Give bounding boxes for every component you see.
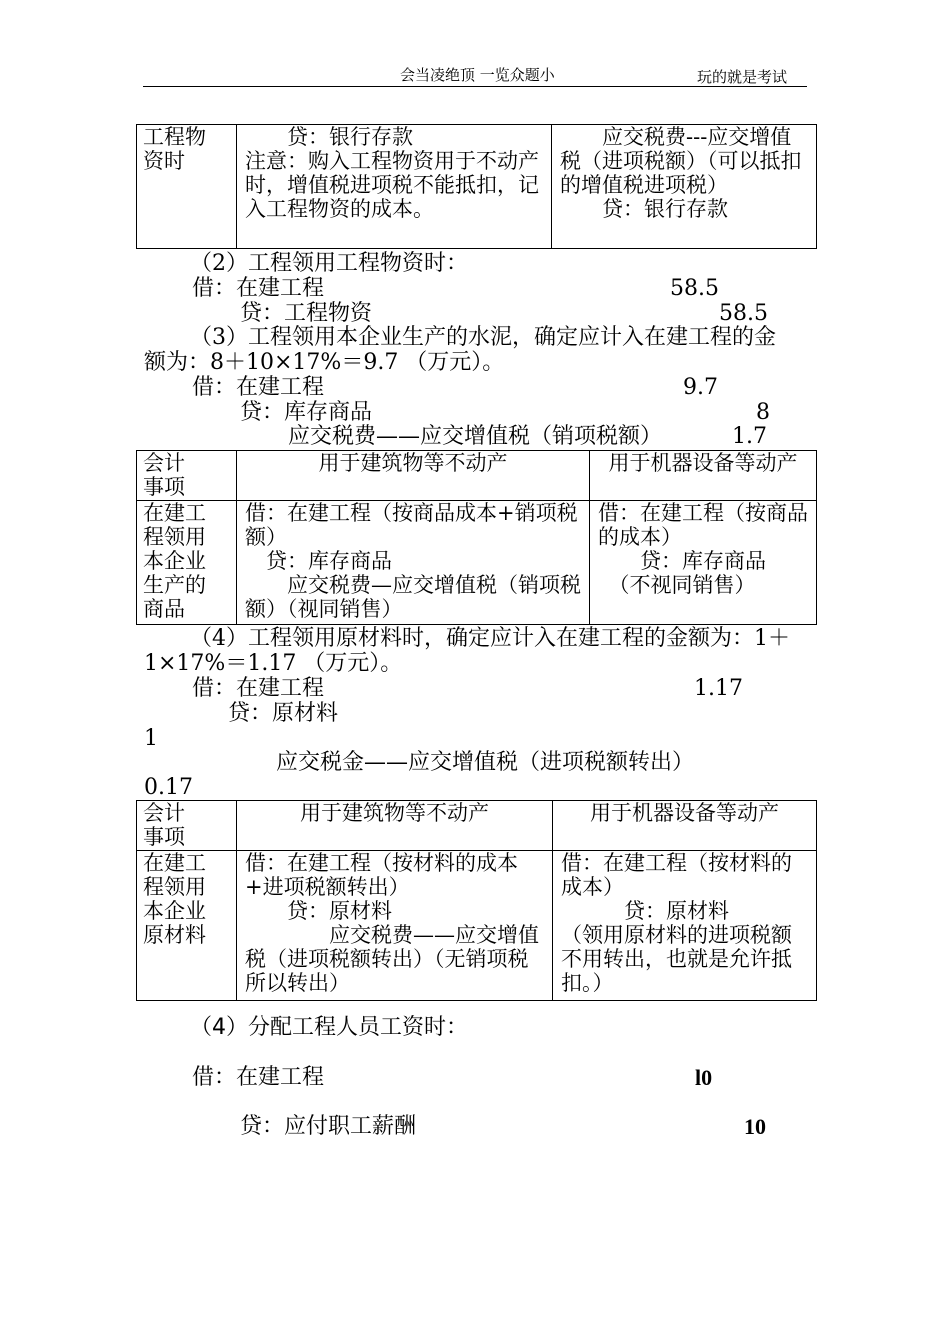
table2-output-tax: 应交税费—应交增值税（销项税额）（视同销售）	[245, 573, 581, 621]
table3-credit-materials-2: 贷：原材料	[561, 899, 729, 923]
step3-debit-label: 借：在建工程	[192, 375, 325, 400]
table3-row-item: 在建工 程领用 本企业 原材料	[137, 851, 237, 1001]
table2-movable-cell	[590, 501, 817, 625]
table3-movable-cell	[553, 851, 817, 1001]
step2-title: （2）工程领用工程物资时：	[190, 251, 468, 276]
step3-title-line1: （3）工程领用本企业生产的水泥，确定应计入在建工程的金	[190, 325, 776, 350]
step3-title-line2: 额为：8＋10×17%＝9.7 （万元）。	[144, 350, 505, 375]
step3-credit-amount: 8	[756, 400, 770, 425]
header-motto: 会当凌绝顶 一览众题小	[400, 66, 555, 84]
table2-credit-goods: 贷：库存商品	[245, 549, 392, 573]
step4-title-line1: （4）工程领用原材料时，确定应计入在建工程的金额为：1＋	[190, 626, 790, 651]
step2-debit-label: 借：在建工程	[192, 276, 325, 301]
table-goods-usage	[136, 450, 817, 625]
table3-debit-2: 借：在建工程（按材料的成本）	[561, 851, 792, 899]
table1-movable-cell	[552, 125, 817, 249]
table3-debit: 借：在建工程（按材料的成本+进项税额转出）	[245, 851, 518, 899]
step4-debit-amount: 1.17	[694, 676, 743, 701]
table1-input-tax: 应交税费---应交增值税（进项税额）（可以抵扣的增值税进项税）	[560, 125, 802, 197]
table1-credit-bank-2: 贷：银行存款	[560, 197, 728, 221]
table-material-usage	[136, 800, 817, 1001]
step3-tax-amount: 1.7	[732, 424, 767, 449]
table2-credit-goods-2: 贷：库存商品	[598, 549, 766, 573]
step2-credit-amount: 58.5	[719, 301, 768, 326]
table3-input-tax-out: 应交税费——应交增值税（进项税额转出）（无销项税所以转出）	[245, 923, 539, 995]
step5-debit-label: 借：在建工程	[192, 1065, 325, 1090]
step5-credit-label: 贷：应付职工薪酬	[240, 1114, 417, 1139]
table2-header-item: 会计 事项	[137, 451, 237, 501]
step4-credit-label: 贷：原材料	[228, 701, 339, 726]
table3-credit-materials: 贷：原材料	[245, 899, 392, 923]
table3-header-item: 会计 事项	[137, 801, 237, 851]
step5-title: （4）分配工程人员工资时：	[190, 1015, 468, 1040]
table2-note: （不视同销售）	[598, 573, 756, 597]
table3-note: （领用原材料的进项税额不用转出，也就是允许抵扣。）	[561, 923, 792, 995]
header-divider	[143, 86, 807, 87]
step4-debit-label: 借：在建工程	[192, 676, 325, 701]
table2-row-item: 在建工 程领用 本企业 生产的 商品	[137, 501, 237, 625]
step3-tax-label: 应交税费——应交增值税（销项税额）	[288, 424, 663, 449]
table2-header-movable: 用于机器设备等动产	[590, 451, 817, 501]
step2-debit-amount: 58.5	[670, 276, 719, 301]
table1-item: 工程物 资时	[137, 125, 237, 249]
header-slogan: 玩的就是考试	[697, 68, 788, 86]
table3-header-real-estate: 用于建筑物等不动产	[237, 801, 553, 851]
table3-header-movable: 用于机器设备等动产	[553, 801, 817, 851]
step2-credit-label: 贷：工程物资	[240, 301, 373, 326]
step3-debit-amount: 9.7	[683, 375, 718, 400]
table3-real-estate-cell	[237, 851, 553, 1001]
step3-credit-label: 贷：库存商品	[240, 400, 373, 425]
step4-credit-amount: 1	[144, 726, 158, 751]
table-purchase-materials	[136, 124, 817, 249]
table2-real-estate-cell	[237, 501, 590, 625]
table2-debit: 借：在建工程（按商品成本+销项税额）	[245, 501, 578, 549]
step4-tax-amount: 0.17	[144, 775, 193, 800]
table2-debit-2: 借：在建工程（按商品的成本）	[598, 501, 808, 549]
step4-title-line2: 1×17%＝1.17 （万元）。	[144, 651, 403, 676]
step5-credit-amount: 10	[744, 1114, 766, 1139]
step4-tax-label: 应交税金——应交增值税（进项税额转出）	[276, 750, 695, 775]
step5-debit-amount: l0	[695, 1065, 713, 1090]
table1-note: 注意：购入工程物资用于不动产时，增值税进项税不能抵扣，记入工程物资的成本。	[245, 149, 539, 221]
table1-credit-bank: 贷：银行存款	[245, 125, 413, 149]
table2-header-real-estate: 用于建筑物等不动产	[237, 451, 590, 501]
table1-real-estate-cell	[237, 125, 552, 249]
